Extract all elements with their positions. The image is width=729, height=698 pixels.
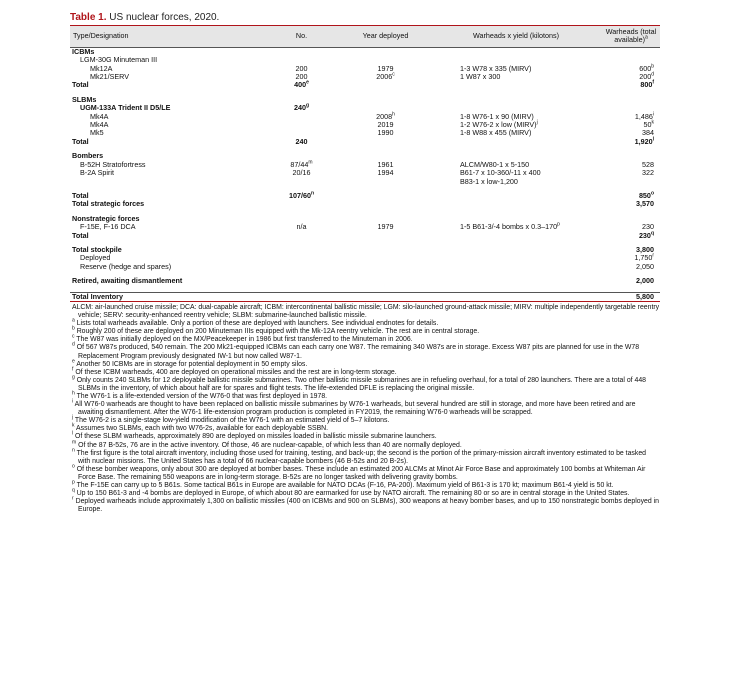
- row-year: 2019: [377, 120, 394, 130]
- footnote-list: [70, 317, 660, 514]
- table-header-row: [70, 26, 660, 48]
- footnote-item: [70, 463, 660, 482]
- footnote-marker: m: [72, 439, 77, 446]
- row-no: 240: [295, 136, 308, 146]
- footnote-marker: d: [72, 342, 75, 349]
- footnote-text: Lists total warheads available. Only a portion of these are deployed with launchers. See individual endnotes for details.: [76, 320, 439, 328]
- no-value: 240: [293, 103, 306, 113]
- caption-title: US nuclear forces, 2020.: [109, 12, 220, 23]
- table-row: [70, 121, 660, 129]
- footnote-marker: p: [557, 221, 560, 228]
- section-title: SLBMs: [72, 94, 97, 104]
- footnote-item: [70, 374, 660, 393]
- row-warheads: 1-8 W88 x 455 (MIRV): [460, 128, 532, 138]
- system-name: UGM-133A Trident II D5/LE: [80, 103, 171, 113]
- total-stockpile-row: [70, 246, 660, 254]
- total-value: 800: [640, 80, 653, 90]
- footnote-marker: k: [72, 423, 75, 430]
- no-value: 87/44: [290, 159, 309, 169]
- header-no: No.: [262, 26, 341, 48]
- table-notes: [70, 304, 660, 514]
- row-warheads: [430, 169, 602, 186]
- row-total: 322: [642, 168, 654, 178]
- header-warheads-yield: Warheads x yield (kilotons): [430, 26, 602, 48]
- row-name: Retired, awaiting dismantlement: [72, 276, 183, 286]
- row-name: Total: [72, 230, 89, 240]
- row-total: [602, 138, 660, 146]
- row-no: n/a: [296, 222, 307, 232]
- row-name: Mk12A: [90, 63, 113, 73]
- footnote-text: The W87 was initially deployed on the MX/Peacekeeper in 1986 but first transferred to the Minuteman in 2006.: [76, 336, 413, 344]
- footnote-marker: n: [310, 190, 315, 197]
- footnote-item: [70, 495, 660, 514]
- row-no: [262, 104, 341, 112]
- footnote-marker: j: [72, 414, 74, 421]
- footnote-text: Of the 87 B-52s, 76 are in the active inventory. Of those, 46 are nuclear-capable, of which less than 40 are normally deployed.: [78, 441, 462, 449]
- year-value: 2006: [376, 72, 393, 82]
- row-name: B-52H Stratofortress: [80, 159, 146, 169]
- row-warheads: 1 W87 x 300: [460, 72, 501, 82]
- footnote-marker: p: [72, 479, 75, 486]
- row-total: [602, 232, 660, 240]
- row-no: 200: [295, 72, 308, 82]
- footnote-marker: r: [652, 252, 654, 259]
- total-row: [70, 81, 660, 89]
- footnote-text: Of 567 W87s produced, 540 remain. The 200 Mk21-equipped ICBMs can each carry one W87. The remaining 340 W87s are in storage. Excess W87 pits are planned for use in the W78 Replacement Program previously designated IW-1 but now called W87-1.: [76, 344, 640, 360]
- footnote-marker: r: [72, 495, 74, 502]
- footnote-item: [70, 479, 660, 490]
- table-row: [70, 104, 660, 112]
- row-name: Total strategic forces: [72, 199, 145, 209]
- footnote-marker: q: [650, 230, 654, 237]
- total-value: 230: [638, 230, 651, 240]
- footnote-marker: m: [308, 159, 313, 166]
- row-name: Deployed: [80, 253, 111, 263]
- footnote-marker: g: [72, 374, 75, 381]
- footnote-text: The W76-1 is a life-extended version of the W76-0 that was first deployed in 1978.: [76, 393, 328, 400]
- footnote-marker: a: [72, 317, 75, 324]
- footnote-item: [70, 344, 660, 360]
- row-total: 384: [642, 128, 654, 138]
- total-value: 1,750: [634, 253, 653, 263]
- table-row: [70, 129, 660, 137]
- table-row: [70, 161, 660, 169]
- row-no: 200: [295, 63, 308, 73]
- footnote-item: [70, 398, 660, 417]
- row-year: 1979: [377, 63, 394, 73]
- row-no: [262, 81, 341, 89]
- row-warheads: 1-3 W78 x 335 (MIRV): [460, 63, 532, 73]
- row-total: [602, 81, 660, 89]
- abbreviation-note: ALCM: air-launched cruise missile; DCA: dual-capable aircraft; ICBM: intercontinental ballistic missile; LGM: silo-launched ground-attack missile; MIRV: multiple independently targetable reentry vehicle; SERV: security-enhanced reentry vehicle; SLBM: submarine-launched ballistic missile.: [72, 303, 660, 320]
- row-name: Total stockpile: [72, 244, 122, 254]
- warheads-value: 1-2 W76-2 x low (MIRV): [460, 120, 537, 130]
- warheads-line: B83-1 x low-1,200: [460, 176, 518, 186]
- section-row-bombers: [70, 152, 660, 160]
- footnote-item: [70, 439, 660, 450]
- no-value: 107/60: [288, 190, 311, 200]
- row-name: Mk5: [90, 128, 104, 138]
- footnote-text: Deployed warheads include approximately 1,300 on ballistic missiles (400 on ICBMs and 900 on SLBMs), 300 weapons at heavy bomber bases, and up to 150 nonstrategic bombs deployed in Europe.: [75, 498, 659, 514]
- section-title: Bombers: [72, 151, 104, 161]
- header-total-text: Warheads (total available): [605, 27, 657, 45]
- table-row: [70, 73, 660, 81]
- footnote-marker: j: [536, 119, 538, 126]
- row-total: 2,000: [636, 276, 654, 286]
- row-total: 5,800: [602, 292, 660, 301]
- row-name: B-2A Spirit: [80, 168, 114, 178]
- footnote-text: Only counts 240 SLBMs for 12 deployable ballistic missile submarines. Two other ballistic missile submarines are in refueling overhaul, for a total of 280 launchers. There are a total of 448 SLBMs in the inventory, of which about half are for spares and flight tests. The life-extended DFLE is replacing the original missile.: [76, 376, 646, 392]
- row-total: 3,570: [636, 199, 654, 209]
- total-row: [70, 192, 660, 200]
- footnote-text: Another 50 ICBMs are in storage for potential deployment in 50 empty silos.: [76, 360, 308, 368]
- footnote-marker: h: [392, 111, 395, 118]
- footnote-item: [70, 433, 660, 441]
- footnote-marker: b: [72, 325, 75, 332]
- footnote-marker: a: [644, 35, 648, 42]
- header-year: Year deployed: [341, 26, 430, 48]
- footnote-marker: l: [652, 136, 654, 143]
- footnote-text: The W76-2 is a single-stage low-yield modification of the W76-1 with an estimated yield of 5–7 kilotons.: [74, 417, 390, 425]
- total-value: 850: [638, 190, 651, 200]
- row-name: Total Inventory: [70, 292, 262, 301]
- footnote-marker: g: [305, 102, 310, 109]
- total-value: 1,486: [634, 111, 653, 121]
- row-name: Total: [72, 80, 89, 90]
- footnote-marker: b: [651, 63, 654, 70]
- footnote-item: [70, 487, 660, 498]
- footnote-marker: c: [72, 334, 75, 341]
- no-value: 400: [294, 80, 307, 90]
- header-type: Type/Designation: [70, 26, 262, 48]
- row-total: 2,050: [636, 261, 654, 271]
- footnote-marker: q: [72, 487, 75, 494]
- row-warheads: 1-8 W76-1 x 90 (MIRV): [460, 111, 534, 121]
- row-name: F-15E, F-16 DCA: [80, 222, 136, 232]
- row-warheads: ALCM/W80-1 x 5-150: [460, 159, 530, 169]
- row-name: Mk4A: [90, 120, 109, 130]
- footnote-marker: e: [306, 80, 309, 87]
- footnote-text: The F-15E can carry up to 5 B61s. Some tactical B61s in Europe are available for NATO DCAs (F-16, PA-200). Maximum yield of B61-3 is 170 kt; maximum B61-4 yield is 50 kt.: [76, 482, 614, 490]
- footnote-marker: o: [72, 463, 75, 470]
- row-name: Total: [72, 136, 89, 146]
- row-total: 230: [642, 222, 654, 232]
- header-total-available: [602, 26, 660, 48]
- total-inventory-row: [70, 292, 660, 301]
- system-name: LGM-30G Minuteman III: [80, 55, 158, 65]
- caption-label: Table 1.: [70, 12, 107, 23]
- warheads-value: 1-5 B61-3/-4 bombs x 0.3–170: [460, 222, 558, 232]
- footnote-text: Up to 150 B61-3 and -4 bombs are deployed in Europe, of which about 80 are earmarked for use by NATO aircraft. The remaining 80 or so are in central storage in the United States.: [76, 490, 630, 498]
- footnote-marker: i: [652, 111, 654, 118]
- row-year: 1961: [377, 159, 394, 169]
- table-row: [70, 113, 660, 121]
- row-name: Reserve (hedge and spares): [80, 261, 172, 271]
- table-row: [70, 56, 660, 64]
- table-row: [70, 223, 660, 231]
- footnote-marker: d: [651, 71, 654, 78]
- total-row: [70, 232, 660, 240]
- row-name: Mk21/SERV: [90, 72, 130, 82]
- total-strategic-row: [70, 200, 660, 208]
- section-title: ICBMs: [72, 46, 95, 56]
- footnote-item: [70, 390, 660, 401]
- footnote-marker: h: [72, 390, 75, 397]
- footnote-item: [70, 358, 660, 369]
- total-value: 200: [639, 72, 652, 82]
- total-value: 50: [643, 120, 652, 130]
- year-value: 2008: [376, 111, 393, 121]
- footnote-text: All W76-0 warheads are thought to have been replaced on ballistic missile submarines by W76-1 warheads, but several hundred are still in storage, and more have been retired and are awaiting dismantlement. After the W76-1 life-extension program production is completed in FY2019, the remaining W76-0 warheads will be scrapped.: [74, 401, 636, 417]
- row-year: [341, 73, 430, 81]
- footnote-marker: c: [392, 71, 395, 78]
- total-value: 600: [639, 63, 652, 73]
- table-row: [70, 263, 660, 271]
- row-name: Total: [72, 190, 89, 200]
- total-value: 1,920: [634, 136, 653, 146]
- row-name: Mk4A: [90, 111, 109, 121]
- footnote-marker: f: [652, 80, 654, 87]
- row-no: [262, 192, 341, 200]
- document-page: [70, 12, 660, 514]
- retired-row: [70, 277, 660, 285]
- footnote-marker: i: [72, 398, 74, 405]
- nuclear-forces-table: [70, 25, 660, 302]
- warheads-line: B61-7 x 10-360/-11 x 400: [460, 168, 541, 178]
- row-year: 1990: [377, 128, 394, 138]
- section-row-icbms: [70, 47, 660, 56]
- footnote-marker: k: [651, 119, 654, 126]
- footnote-text: Of these bomber weapons, only about 300 are deployed at bomber bases. These include an estimated 200 ALCMs at Minot Air Force Base and approximately 100 bombs at Whiteman Air Force Base. The remaining 550 weapons are in long-term storage. B-52s are no longer tasked with delivering gravity bombs.: [76, 465, 646, 481]
- footnote-text: Roughly 200 of these are deployed on 200 Minuteman IIIs equipped with the Mk-12A reentry vehicle. The rest are in central storage.: [76, 328, 480, 336]
- footnote-text: Of these ICBM warheads, 400 are deployed on operational missiles and the rest are in long-term storage.: [75, 368, 397, 376]
- row-year: 1994: [377, 168, 394, 178]
- total-row: [70, 138, 660, 146]
- footnote-text: Assumes two SLBMs, each with two W76-2s, available for each deployable SSBN.: [76, 425, 329, 433]
- footnote-marker: f: [72, 366, 74, 373]
- footnote-item: [70, 447, 660, 466]
- table-row: [70, 169, 660, 186]
- row-year: 1979: [377, 222, 394, 232]
- table-caption: [70, 12, 660, 23]
- row-total: 3,800: [636, 244, 654, 254]
- row-total: 528: [642, 159, 654, 169]
- row-no: 20/16: [292, 168, 311, 178]
- section-row-nonstrategic: [70, 215, 660, 223]
- footnote-text: Of these SLBM warheads, approximately 890 are deployed on missiles loaded in ballistic missile submarine launchers.: [75, 433, 437, 441]
- footnote-text: The first figure is the total aircraft inventory, including those used for training, testing, and back-up; the second is the portion of the primary-mission aircraft inventory estimated to be tasked with nuclear missions. The United States has a total of 66 nuclear-capable bombers (46 B-52s and 20 B-2s).: [76, 449, 646, 465]
- table-row: [70, 65, 660, 73]
- footnote-marker: e: [72, 358, 75, 365]
- footnote-marker: l: [72, 431, 74, 438]
- row-warheads: [430, 223, 602, 231]
- section-title: Nonstrategic forces: [72, 213, 140, 223]
- footnote-item: [70, 366, 660, 377]
- footnote-marker: o: [650, 190, 654, 197]
- footnote-marker: n: [72, 447, 75, 454]
